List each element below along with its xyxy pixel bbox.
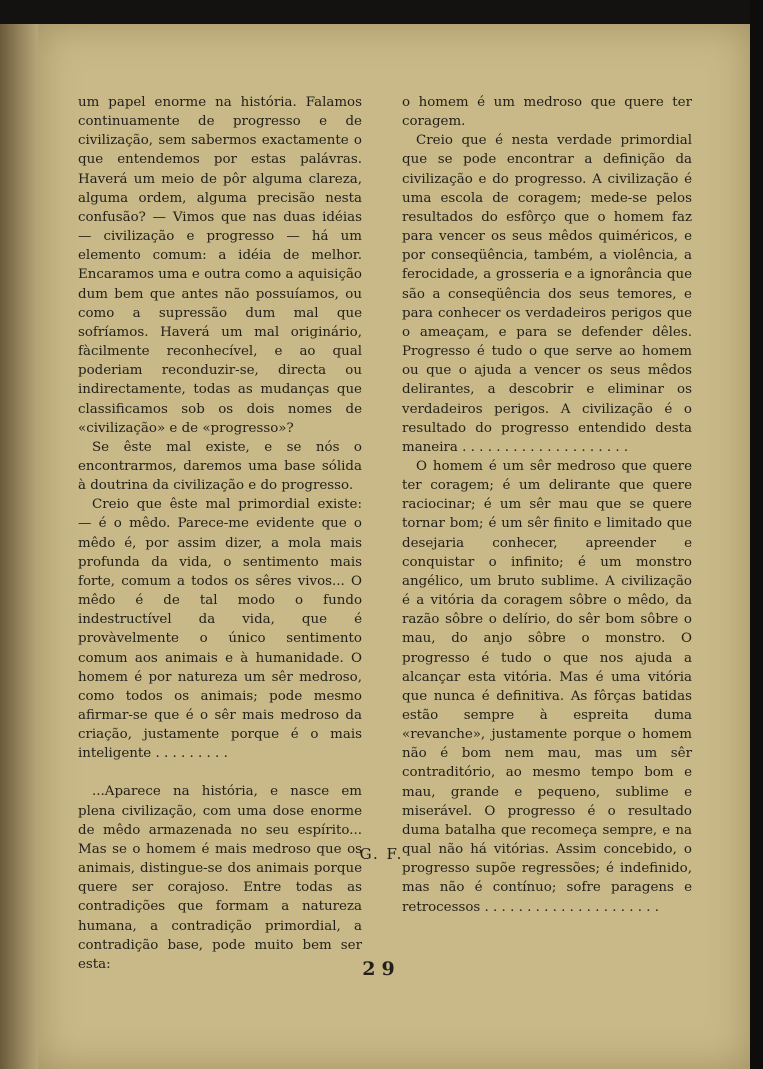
book-binding: [0, 24, 38, 1069]
paragraph: ...Aparece na história, e nasce em plena civilização, com uma dose enorme de mêdo armazenada no seu espírito... Mas se o homem é mais medroso que os animais, distingue-se dos animais porque quere ser corajoso. Entre todas as contradições que formam a natureza humana, a contradição primordial, a contradição base, pode muito bem ser esta:: [78, 784, 362, 972]
paragraph: um papel enorme na história. Falamos continuamente de progresso e de civilização, sem sabermos exactamente o que entendemos por estas palávras. Haverá um meio de pôr alguma clareza, alguma ordem, alguma precisão nesta confusão? — Vimos que nas duas idéias — civilização e progresso — há um elemento comum: a idéia de melhor. Encaramos uma e outra como a aquisição dum bem que antes não possuíamos, ou como a supressão dum mal que sofríamos. Haverá um mal originário, fàcilmente reconhecível, e ao qual poderiam reconduzir-se, directa ou indirectamente, todas as mudanças que classificamos sob os dois nomes de «civilização» e de «progresso»?: [78, 95, 362, 436]
paragraph: Se êste mal existe, e se nós o encontrarmos, daremos uma base sólida à doutrina da civilização e do progresso.: [78, 439, 362, 494]
author-signature: G. F.: [359, 845, 404, 863]
left-column: [78, 93, 362, 974]
scan-edge: [750, 0, 763, 1069]
paragraph: Creio que êste mal primordial existe: — é o mêdo. Parece-me evidente que o mêdo é, por assim dizer, a mola mais profunda da vida, o sentimento mais forte, comum a todos os sêres vivos... O mêdo é de tal modo o fundo indestructível da vida, que é provàvelmente o único sentimento comum aos animais e à humanidade. O homem é por natureza um sêr medroso, como todos os animais; pode mesmo afirmar-se que é o sêr mais medroso da criação, justamente porque é o mais inteligente . . . . . . . . .: [78, 497, 362, 762]
page-number: 29: [362, 958, 401, 980]
paragraph: O homem é um sêr medroso que quere ter coragem; é um delirante que quere raciocinar; é um sêr mau que se quere tornar bom; é um sêr finito e limitado que desejaria conhecer, apreender e conquistar o infinito; é um monstro angélico, um bruto sublime. A civilização é a vitória da coragem sôbre o mêdo, da razão sôbre o delírio, do sêr bom sôbre o mau, do anjo sôbre o monstro. O progresso é tudo o que nos ajuda a alcançar esta vitória. Mas é uma vitória que nunca é definitiva. As fôrças batidas estão sempre à espreita duma «revanche», justamente porque o homem não é bom nem mau, mas um sêr contraditório, ao mesmo tempo bom e mau, grande e pequeno, sublime e miserável. O progresso é o resultado duma batalha que recomeça sempre, e na qual não há vitórias. Assim concebido, o progresso supõe regressões; é indefinido, mas não é contínuo; sofre paragens e retrocessos . . . . . . . . . . . . . . . . . . . . .: [402, 458, 692, 915]
paragraph: Creio que é nesta verdade primordial que se pode encontrar a definição da civilização e do progresso. A civilização é uma escola de coragem; mede-se pelos resultados do esfôrço que o homem faz para vencer os seus mêdos quiméricos, e por conseqüência, também, a violência, a ferocidade, a grosseria e a ignorância que são a conseqüência dos seus temores, e para conhecer os verdadeiros perigos que o ameaçam, e para se defender dêles. Progresso é tudo o que serve ao homem ou que o ajuda a vencer os seus mêdos delirantes, a descobrir e eliminar os verdadeiros perigos. A civilização é o resultado do progresso entendido desta maneira . . . . . . . . . . . . . . . . . . . .: [402, 133, 692, 455]
right-column: [402, 93, 692, 917]
paragraph: o homem é um medroso que quere ter coragem.: [402, 95, 692, 130]
